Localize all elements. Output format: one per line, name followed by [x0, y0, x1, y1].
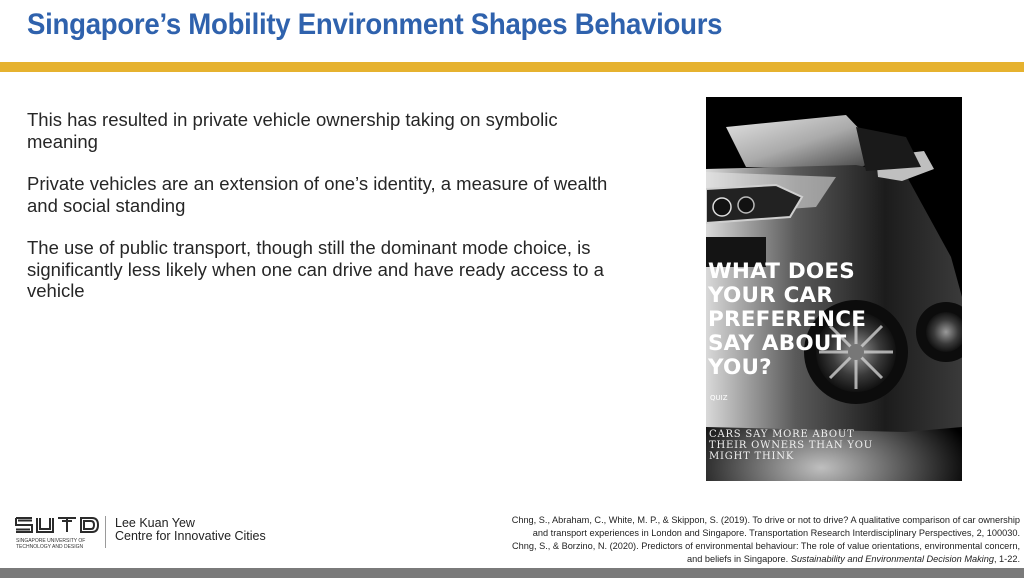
slide-body — [27, 109, 627, 323]
quiz-tag: QUIZ — [710, 394, 728, 402]
body-paragraph-1: This has resulted in private vehicle ownership taking on symbolic meaning — [27, 109, 558, 152]
quiz-headline-line: SAY ABOUT — [708, 331, 847, 356]
reference-line: Chng, S., & Borzino, N. (2020). Predictors of environmental behaviour: The role of value orientations, environmental concern, — [512, 541, 1020, 551]
quiz-headline — [708, 260, 958, 380]
logo-divider — [105, 516, 106, 548]
reference-text: and beliefs in Singapore. — [687, 554, 791, 564]
quiz-subtitle — [709, 429, 959, 462]
sutd-logo-mark — [14, 514, 100, 536]
body-paragraph-2: Private vehicles are an extension of one’s identity, a measure of wealth and social standing — [27, 173, 608, 216]
body-paragraph-3: The use of public transport, though still the dominant mode choice, is significantly less likely when one can drive and have ready access to a vehicle — [27, 237, 604, 301]
centre-name-line: Centre for Innovative Cities — [115, 529, 266, 543]
centre-name-line: Lee Kuan Yew — [115, 516, 195, 530]
sutd-logo — [14, 514, 104, 552]
reference-text: , 1-22. — [993, 554, 1020, 564]
quiz-subtitle-line: CARS SAY MORE ABOUT — [709, 429, 855, 440]
car-quiz-image — [706, 97, 962, 481]
title-accent-rule — [0, 62, 1024, 72]
quiz-headline-line: PREFERENCE — [708, 307, 867, 332]
slide-title: Singapore’s Mobility Environment Shapes Behaviours — [27, 8, 723, 41]
quiz-subtitle-line: THEIR OWNERS THAN YOU — [709, 440, 874, 451]
sutd-caption-line: TECHNOLOGY AND DESIGN — [16, 543, 84, 550]
centre-name — [115, 517, 266, 543]
sutd-logo-caption — [16, 539, 85, 550]
bottom-bar — [0, 568, 1024, 578]
sutd-caption-line: SINGAPORE UNIVERSITY OF — [16, 538, 86, 544]
reference-line: and transport experiences in London and Singapore. Transportation Research Interdisciplinary Perspectives, 2, 100030. — [532, 528, 1020, 538]
reference-line: Chng, S., Abraham, C., White, M. P., & Skippon, S. (2019). To drive or not to drive? A qualitative comparison of car ownership — [511, 515, 1020, 525]
reference-journal: Sustainability and Environmental Decision Making — [790, 554, 994, 564]
references — [460, 514, 1020, 566]
reference-line — [460, 553, 1020, 566]
quiz-headline-line: YOU? — [708, 355, 772, 380]
quiz-headline-line: WHAT DOES — [708, 259, 855, 284]
quiz-headline-line: YOUR CAR — [708, 283, 834, 308]
quiz-subtitle-line: MIGHT THINK — [709, 451, 795, 462]
